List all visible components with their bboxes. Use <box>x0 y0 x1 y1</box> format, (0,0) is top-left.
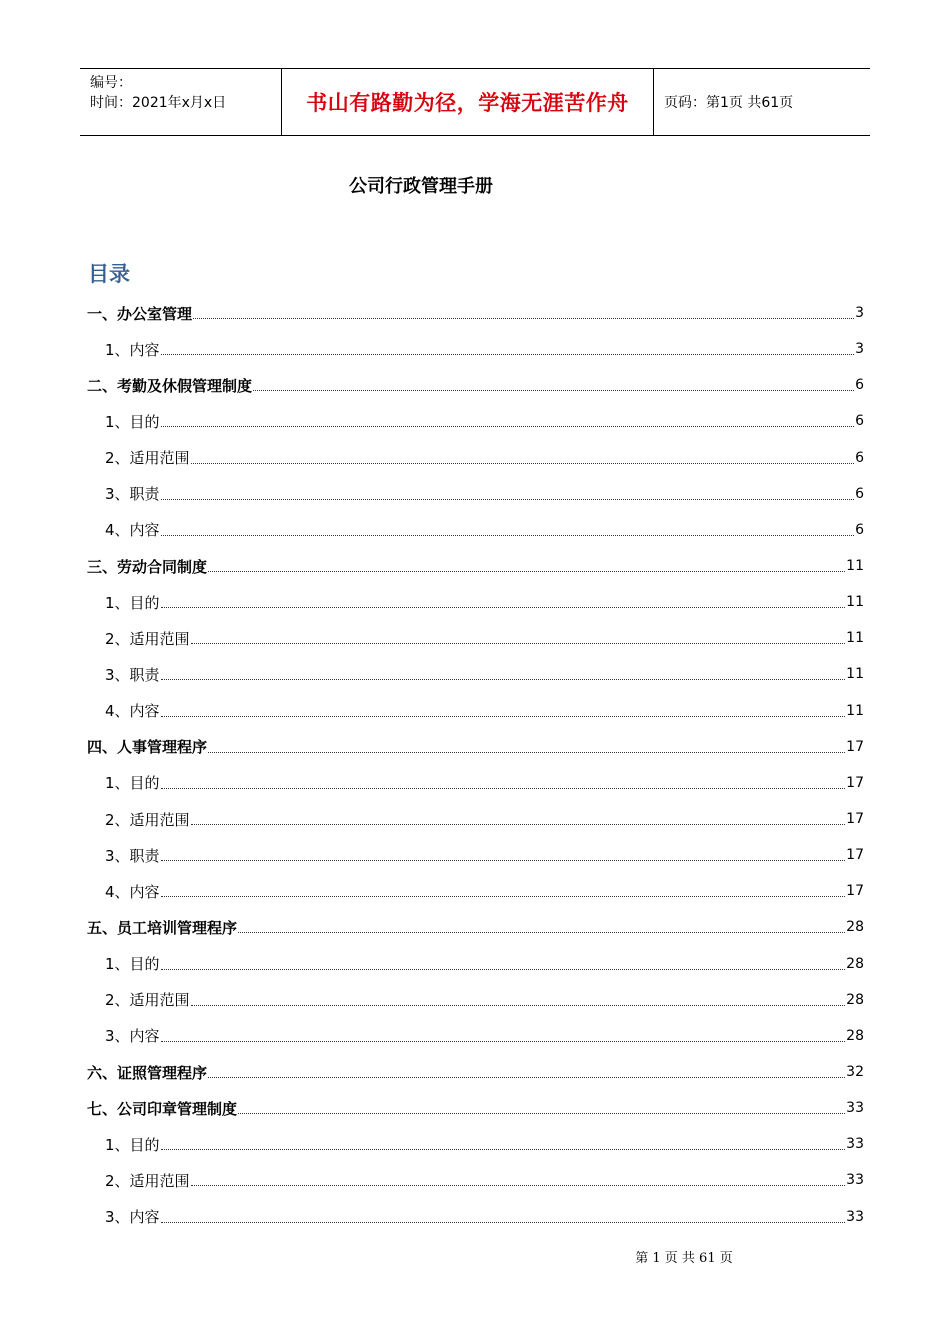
toc-dot-leader <box>161 498 855 500</box>
toc-entry-label: 2、适用范围 <box>105 629 190 648</box>
toc-entry-page-number: 32 <box>846 1064 864 1081</box>
toc-entry-page-number: 17 <box>846 847 864 864</box>
toc-subsection-entry[interactable] <box>87 656 864 692</box>
toc-dot-leader <box>253 389 854 391</box>
toc-entry-page-number: 33 <box>846 1172 864 1189</box>
toc-entry-page-number: 11 <box>846 558 864 575</box>
toc-entry-page-number: 6 <box>855 449 864 466</box>
toc-entry-label: 1、目的 <box>105 1135 160 1154</box>
header-page-info: 页码：第1页 共61页 <box>664 95 794 111</box>
toc-entry-page-number: 28 <box>846 919 864 936</box>
toc-entry-page-number: 6 <box>855 377 864 394</box>
toc-entry-page-number: 6 <box>855 413 864 430</box>
toc-dot-leader <box>161 534 855 536</box>
toc-dot-leader <box>238 931 845 933</box>
toc-dot-leader <box>208 1076 845 1078</box>
toc-entry-page-number: 17 <box>846 738 864 755</box>
toc-subsection-entry[interactable] <box>87 1126 864 1162</box>
toc-dot-leader <box>161 678 846 680</box>
toc-dot-leader <box>161 1148 846 1150</box>
toc-entry-page-number: 3 <box>855 305 864 322</box>
toc-subsection-entry[interactable] <box>87 1018 864 1054</box>
toc-entry-page-number: 3 <box>855 341 864 358</box>
toc-dot-leader <box>191 1004 846 1006</box>
toc-subsection-entry[interactable] <box>87 1199 864 1235</box>
toc-entry-label: 1、目的 <box>105 593 160 612</box>
toc-entry-label: 2、适用范围 <box>105 1171 190 1190</box>
toc-dot-leader <box>161 606 846 608</box>
toc-entry-page-number: 17 <box>846 883 864 900</box>
toc-subsection-entry[interactable] <box>87 476 864 512</box>
toc-entry-page-number: 6 <box>855 521 864 538</box>
toc-entry-page-number: 28 <box>846 991 864 1008</box>
toc-section-entry[interactable] <box>87 729 864 765</box>
toc-section-entry[interactable] <box>87 1054 864 1090</box>
toc-entry-label: 2、适用范围 <box>105 449 190 468</box>
toc-subsection-entry[interactable] <box>87 693 864 729</box>
toc-entry-label: 3、职责 <box>105 665 160 684</box>
toc-dot-leader <box>208 570 845 572</box>
toc-subsection-entry[interactable] <box>87 331 864 367</box>
toc-entry-page-number: 33 <box>846 1208 864 1225</box>
toc-entry-page-number: 11 <box>846 702 864 719</box>
toc-entry-page-number: 11 <box>846 594 864 611</box>
toc-dot-leader <box>161 895 846 897</box>
toc-entry-page-number: 11 <box>846 666 864 683</box>
toc-entry-label: 4、内容 <box>105 882 160 901</box>
toc-subsection-entry[interactable] <box>87 873 864 909</box>
toc-entry-page-number: 6 <box>855 485 864 502</box>
toc-dot-leader <box>238 1112 845 1114</box>
toc-dot-leader <box>191 823 846 825</box>
toc-entry-page-number: 28 <box>846 1027 864 1044</box>
toc-section-entry[interactable] <box>87 1090 864 1126</box>
toc-entry-label: 七、公司印章管理制度 <box>87 1099 238 1118</box>
toc-subsection-entry[interactable] <box>87 620 864 656</box>
header-meta <box>80 69 281 135</box>
toc-entry-label: 四、人事管理程序 <box>87 738 208 757</box>
toc-dot-leader <box>161 715 846 717</box>
toc-subsection-entry[interactable] <box>87 512 864 548</box>
table-of-contents <box>87 295 864 1235</box>
toc-subsection-entry[interactable] <box>87 440 864 476</box>
toc-section-entry[interactable] <box>87 548 864 584</box>
toc-dot-leader <box>161 353 855 355</box>
toc-dot-leader <box>161 859 846 861</box>
toc-entry-label: 2、适用范围 <box>105 810 190 829</box>
toc-dot-leader <box>161 787 846 789</box>
header-motto: 书山有路勤为径，学海无涯苦作舟 <box>281 69 654 135</box>
page-footer: 第 1 页 共 61 页 <box>635 1251 733 1266</box>
toc-dot-leader <box>161 1040 846 1042</box>
toc-dot-leader <box>161 1221 846 1223</box>
toc-dot-leader <box>161 425 855 427</box>
toc-entry-label: 3、职责 <box>105 485 160 504</box>
toc-section-entry[interactable] <box>87 367 864 403</box>
toc-subsection-entry[interactable] <box>87 837 864 873</box>
toc-subsection-entry[interactable] <box>87 801 864 837</box>
toc-entry-label: 一、办公室管理 <box>87 304 193 323</box>
toc-entry-label: 4、内容 <box>105 702 160 721</box>
toc-subsection-entry[interactable] <box>87 946 864 982</box>
toc-entry-label: 1、目的 <box>105 955 160 974</box>
toc-entry-page-number: 17 <box>846 811 864 828</box>
toc-entry-label: 3、职责 <box>105 846 160 865</box>
toc-subsection-entry[interactable] <box>87 403 864 439</box>
toc-entry-page-number: 17 <box>846 774 864 791</box>
toc-subsection-entry[interactable] <box>87 765 864 801</box>
toc-entry-label: 六、证照管理程序 <box>87 1063 208 1082</box>
toc-dot-leader <box>208 751 845 753</box>
toc-entry-page-number: 33 <box>846 1136 864 1153</box>
toc-subsection-entry[interactable] <box>87 1162 864 1198</box>
toc-entry-label: 1、目的 <box>105 412 160 431</box>
document-title: 公司行政管理手册 <box>349 176 493 197</box>
toc-heading: 目录 <box>88 262 130 286</box>
toc-entry-page-number: 11 <box>846 630 864 647</box>
toc-subsection-entry[interactable] <box>87 982 864 1018</box>
toc-entry-page-number: 33 <box>846 1100 864 1117</box>
toc-dot-leader <box>191 642 846 644</box>
toc-dot-leader <box>161 968 846 970</box>
toc-section-entry[interactable] <box>87 909 864 945</box>
toc-entry-label: 五、员工培训管理程序 <box>87 918 238 937</box>
toc-entry-page-number: 28 <box>846 955 864 972</box>
toc-entry-label: 2、适用范围 <box>105 991 190 1010</box>
toc-dot-leader <box>191 1184 846 1186</box>
toc-subsection-entry[interactable] <box>87 584 864 620</box>
number-label: 编号： <box>90 75 132 91</box>
time-label: 时间：2021年x月x日 <box>90 95 227 111</box>
toc-section-entry[interactable] <box>87 295 864 331</box>
toc-dot-leader <box>191 462 855 464</box>
toc-entry-label: 二、考勤及休假管理制度 <box>87 376 253 395</box>
toc-entry-label: 1、目的 <box>105 774 160 793</box>
toc-entry-label: 3、内容 <box>105 1027 160 1046</box>
page-header <box>80 68 870 136</box>
toc-entry-label: 3、内容 <box>105 1208 160 1227</box>
toc-entry-label: 4、内容 <box>105 521 160 540</box>
toc-dot-leader <box>193 317 854 319</box>
toc-entry-label: 1、内容 <box>105 340 160 359</box>
toc-entry-label: 三、劳动合同制度 <box>87 557 208 576</box>
